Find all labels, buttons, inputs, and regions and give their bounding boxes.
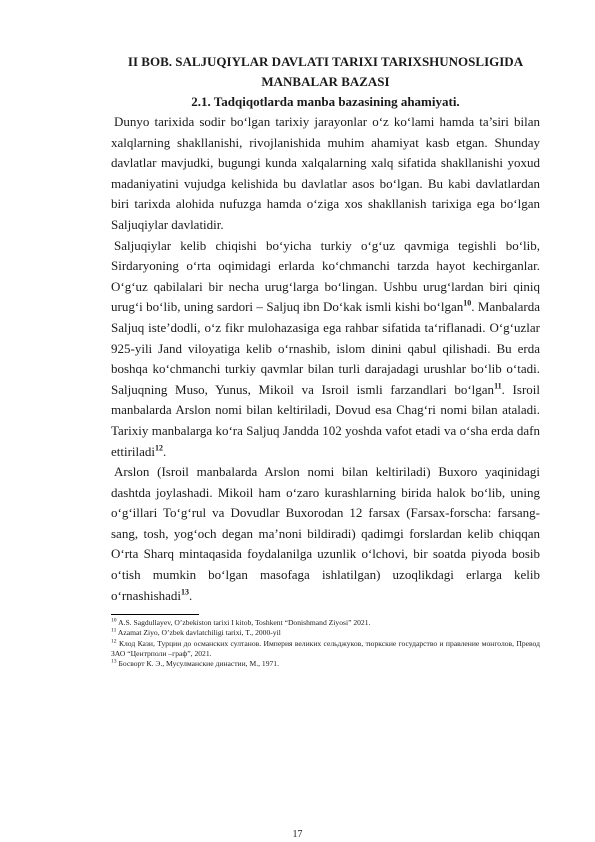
footnote-13 <box>111 659 540 669</box>
footnote-text: Azamat Ziyo, O’zbek davlatchiligi tarixi, T., 2000-yil <box>116 628 281 638</box>
footnote-text: Клод Кази, Турции до османских султанов. Империя великих сельджуков, тюркские государство и правление монголов, Превод ЗАО “Центрполи –граф”, 2021. <box>111 638 540 658</box>
page-number: 17 <box>292 829 303 840</box>
paragraph-1 <box>111 112 540 236</box>
footnote-number: 13 <box>111 658 117 665</box>
footnote-number: 10 <box>111 617 117 624</box>
chapter-title-line1: II BOB. SALJUQIYLAR DAVLATI TARIXI TARIXSHUNOSLIGIDA <box>127 54 524 69</box>
paragraph-1-text: Dunyo tarixida sodir bo‘lgan tarixiy jarayonlar o‘z ko‘lami hamda ta’siri bilan xalqlarning shakllanishi, rivojlanishida muhim ahamiyat kasb etgan. Shunday davlatlar mavjudki, bugungi kunda xalqalarning xalq sifatida shakllanishi yoxud madaniyatini vujudga kelishida bu davlatlar asos bo‘lgan. Bu kabi davlatlardan biri tarixda alohida nufuzga hamda o‘ziga xos shakllanish tarixiga ega bo‘lgan Saljuqiylar davlatidir. <box>111 114 540 232</box>
paragraph-2 <box>111 236 540 463</box>
footnote-text: A.S. Sagdullayev, O’zbekiston tarixi I kitob, Toshkent “Donishmand Ziyosi” 2021. <box>116 618 371 628</box>
footnote-number: 12 <box>111 638 117 645</box>
document-page <box>111 52 540 669</box>
footnote-separator <box>111 614 199 615</box>
paragraph-2-text-d: . <box>163 443 167 459</box>
section-title: 2.1. Tadqiqotlarda manba bazasining ahamiyati. <box>191 94 460 109</box>
footnote-ref-12[interactable]: 12 <box>155 443 164 453</box>
paragraph-2-text-c: . Isroil manbalarda Arslon nomi bilan keltiriladi, Dovud esa Chag‘ri nomi bilan ataladi. Tarixiy manbalarga ko‘ra Saljuq Jandda 102 yoshda vafot etadi va o‘sha erda dafn ettiriladi <box>111 381 540 459</box>
paragraph-2-text-b: . Manbalarda Saljuq iste’dodli, o‘z fikr mulohazasiga ega rahbar sifatida ta‘riflanadi. O‘g‘uzlar 925-yili Jand viloyatiga kelib o‘rnashib, islom dinini qabul qilishadi. Bu erda boshqa ko‘chmanchi turkiy qavmlar bilan turli darajadagi urushlar bo‘lib o‘tadi. Saljuqning Muso, Yunus, Mikoil va Isroil ismli farzandlari bo‘lgan <box>111 299 540 397</box>
footnote-11 <box>111 628 540 638</box>
footnote-10 <box>111 618 540 628</box>
paragraph-2-text-a: Saljuqiylar kelib chiqishi bo‘yicha turkiy o‘g‘uz qavmiga tegishli bo‘lib, Sirdaryoning o‘rta oqimidagi erlarda ko‘chmanchi tarzda hayot kechirganlar. O‘g‘uz qabilalari bir necha urug‘larga bo‘lingan. Ushbu urug‘lardan biri qiniq urug‘i bo‘lib, uning sardori – Saljuq ibn Do‘kak ismli kishi bo‘lgan <box>111 237 540 315</box>
footnote-number: 11 <box>111 627 117 634</box>
paragraph-3 <box>111 462 540 606</box>
chapter-title-line2: MANBALAR BAZASI <box>261 74 390 89</box>
footnote-ref-11[interactable]: 11 <box>494 381 502 391</box>
footnote-ref-10[interactable]: 10 <box>463 299 472 309</box>
footnote-ref-13[interactable]: 13 <box>181 587 190 597</box>
footnote-12 <box>111 639 540 659</box>
paragraph-3-text-a: Arslon (Isroil manbalarda Arslon nomi bilan keltiriladi) Buxoro yaqinidagi dashtda joylashadi. Mikoil ham o‘zaro kurashlarning birida halok bo‘lib, uning o‘g‘illari To‘g‘rul va Dovudlar Buxorodan 12 farsax (Farsax-forscha: farsang-sang, tosh, yog‘och degan ma’noni bildiradi) qadimgi forslardan kelib chiqqan O‘rta Sharq mintaqasida foydalanilga uzunlik o‘lchovi, bir soatda piyoda bosib o‘tish mumkin bo‘lgan masofaga ishlatilgan) uzoqlikdagi erlarga kelib o‘rnashishadi <box>111 464 540 603</box>
paragraph-3-text-b: . <box>189 587 193 603</box>
footnote-text: Босворт К. Э., Мусулманские династии, М., 1971. <box>116 659 279 669</box>
